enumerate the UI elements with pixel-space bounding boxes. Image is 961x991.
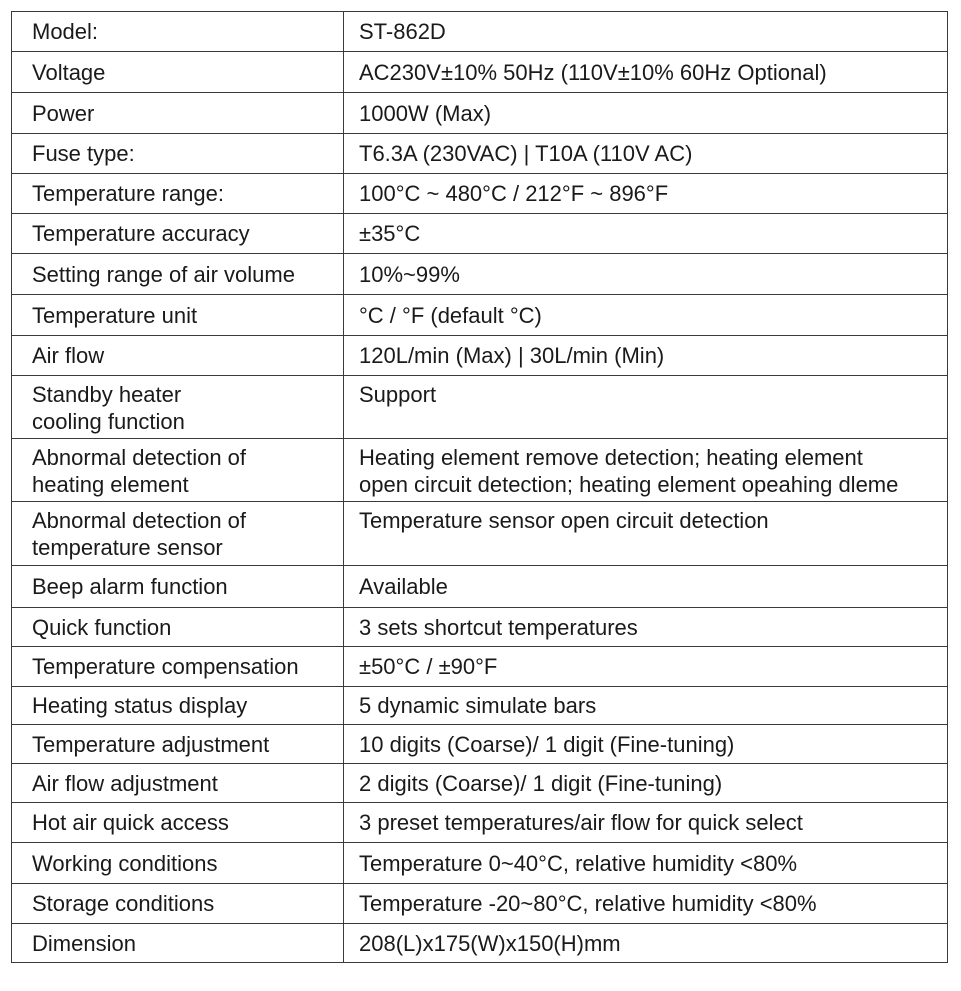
spec-value: [344, 336, 948, 376]
spec-value-text: open circuit detection; heating element opeahing dleme: [359, 472, 899, 497]
spec-label: [12, 803, 344, 843]
table-row: [12, 93, 948, 134]
spec-value: [344, 924, 948, 963]
table-row: [12, 295, 948, 336]
spec-value: [344, 608, 948, 647]
spec-label: [12, 174, 344, 214]
table-row: [12, 174, 948, 214]
table-row: [12, 134, 948, 174]
spec-value: [344, 803, 948, 843]
spec-value: [344, 12, 948, 52]
spec-value: [344, 93, 948, 134]
spec-label-text: Heating status display: [32, 693, 248, 718]
spec-label-text: Temperature compensation: [32, 654, 299, 679]
spec-value-text: Temperature sensor open circuit detection: [359, 508, 769, 533]
spec-value-text: Support: [359, 382, 437, 407]
spec-label: [12, 254, 344, 295]
spec-label: [12, 764, 344, 803]
table-row: [12, 566, 948, 608]
spec-label-text: Power: [32, 100, 95, 126]
spec-label: [12, 439, 344, 502]
table-row: [12, 336, 948, 376]
spec-value-text: 208(L)x175(W)x150(H)mm: [359, 930, 621, 956]
spec-label: [12, 687, 344, 725]
spec-value-text: 2 digits (Coarse)/ 1 digit (Fine-tuning): [359, 770, 723, 796]
table-row: [12, 254, 948, 295]
spec-value: [344, 174, 948, 214]
spec-value: [344, 647, 948, 687]
spec-label-text: Quick function: [32, 614, 172, 640]
spec-label-text: Abnormal detection of: [32, 508, 247, 533]
spec-label-text: temperature sensor: [32, 535, 223, 560]
spec-label-text: Abnormal detection of: [32, 445, 247, 470]
spec-label-text: Hot air quick access: [32, 810, 229, 835]
spec-label-text: Temperature unit: [32, 302, 198, 328]
spec-label-text: Air flow: [32, 343, 105, 368]
table-row: [12, 12, 948, 52]
spec-label-text: Voltage: [32, 59, 106, 85]
spec-label: [12, 52, 344, 93]
spec-label-text: Working conditions: [32, 850, 218, 876]
spec-table-body: [12, 12, 948, 963]
spec-value-text: ±35°C: [359, 221, 421, 246]
spec-value-text: Available: [359, 574, 448, 599]
spec-label: [12, 214, 344, 254]
table-row: [12, 687, 948, 725]
table-row: [12, 764, 948, 803]
spec-value-text: 100°C ~ 480°C / 212°F ~ 896°F: [359, 181, 669, 206]
spec-label: [12, 566, 344, 608]
table-row: [12, 803, 948, 843]
spec-value: [344, 843, 948, 884]
table-row: [12, 647, 948, 687]
table-row: [12, 884, 948, 924]
spec-label: [12, 725, 344, 764]
spec-label: [12, 12, 344, 52]
table-row: [12, 843, 948, 884]
table-row: [12, 924, 948, 963]
spec-value: [344, 214, 948, 254]
table-row: [12, 439, 948, 502]
spec-value: [344, 502, 948, 566]
spec-value: [344, 566, 948, 608]
spec-value-text: Temperature -20~80°C, relative humidity <80%: [359, 891, 817, 916]
spec-label-text: Standby heater: [32, 382, 182, 407]
spec-value-text: 5 dynamic simulate bars: [359, 693, 597, 718]
spec-label: [12, 843, 344, 884]
spec-value-text: 1000W (Max): [359, 100, 492, 126]
spec-label: [12, 884, 344, 924]
spec-value-text: T6.3A (230VAC) | T10A (110V AC): [359, 141, 693, 166]
spec-value: [344, 295, 948, 336]
spec-value: [344, 52, 948, 93]
spec-label-text: Storage conditions: [32, 891, 215, 916]
spec-label-text: Setting range of air volume: [32, 261, 295, 287]
spec-value: [344, 725, 948, 764]
spec-value-text: Heating element remove detection; heating element: [359, 445, 863, 470]
spec-value: [344, 254, 948, 295]
spec-value: [344, 376, 948, 439]
spec-value-text: °C / °F (default °C): [359, 302, 542, 328]
spec-label: [12, 608, 344, 647]
spec-value: [344, 687, 948, 725]
spec-label: [12, 647, 344, 687]
spec-label-text: Model:: [32, 19, 99, 44]
spec-value-text: 3 preset temperatures/air flow for quick select: [359, 810, 803, 835]
spec-value: [344, 884, 948, 924]
spec-value: [344, 764, 948, 803]
spec-label: [12, 376, 344, 439]
spec-label-text: heating element: [32, 472, 189, 497]
spec-label-text: Dimension: [32, 930, 136, 956]
spec-value-text: ST-862D: [359, 19, 446, 44]
spec-value-text: 120L/min (Max) | 30L/min (Min): [359, 343, 665, 368]
spec-value-text: Temperature 0~40°C, relative humidity <80%: [359, 850, 798, 876]
spec-label-text: Temperature adjustment: [32, 731, 270, 757]
spec-label: [12, 502, 344, 566]
spec-label: [12, 93, 344, 134]
table-row: [12, 608, 948, 647]
table-row: [12, 376, 948, 439]
spec-value-text: AC230V±10% 50Hz (110V±10% 60Hz Optional): [359, 59, 827, 85]
spec-label: [12, 336, 344, 376]
spec-label: [12, 295, 344, 336]
spec-label-text: Air flow adjustment: [32, 770, 218, 796]
spec-value: [344, 439, 948, 502]
spec-label: [12, 924, 344, 963]
spec-value-text: 10 digits (Coarse)/ 1 digit (Fine-tuning): [359, 731, 735, 757]
spec-label-text: cooling function: [32, 409, 185, 434]
spec-value-text: ±50°C / ±90°F: [359, 654, 498, 679]
spec-label: [12, 134, 344, 174]
spec-value: [344, 134, 948, 174]
table-row: [12, 725, 948, 764]
spec-table: [11, 11, 948, 963]
spec-label-text: Temperature accuracy: [32, 221, 250, 246]
spec-label-text: Temperature range:: [32, 181, 224, 206]
spec-value-text: 3 sets shortcut temperatures: [359, 614, 638, 640]
table-row: [12, 52, 948, 93]
spec-value-text: 10%~99%: [359, 261, 460, 287]
table-row: [12, 214, 948, 254]
spec-label-text: Beep alarm function: [32, 574, 228, 599]
table-row: [12, 502, 948, 566]
spec-label-text: Fuse type:: [32, 141, 135, 166]
